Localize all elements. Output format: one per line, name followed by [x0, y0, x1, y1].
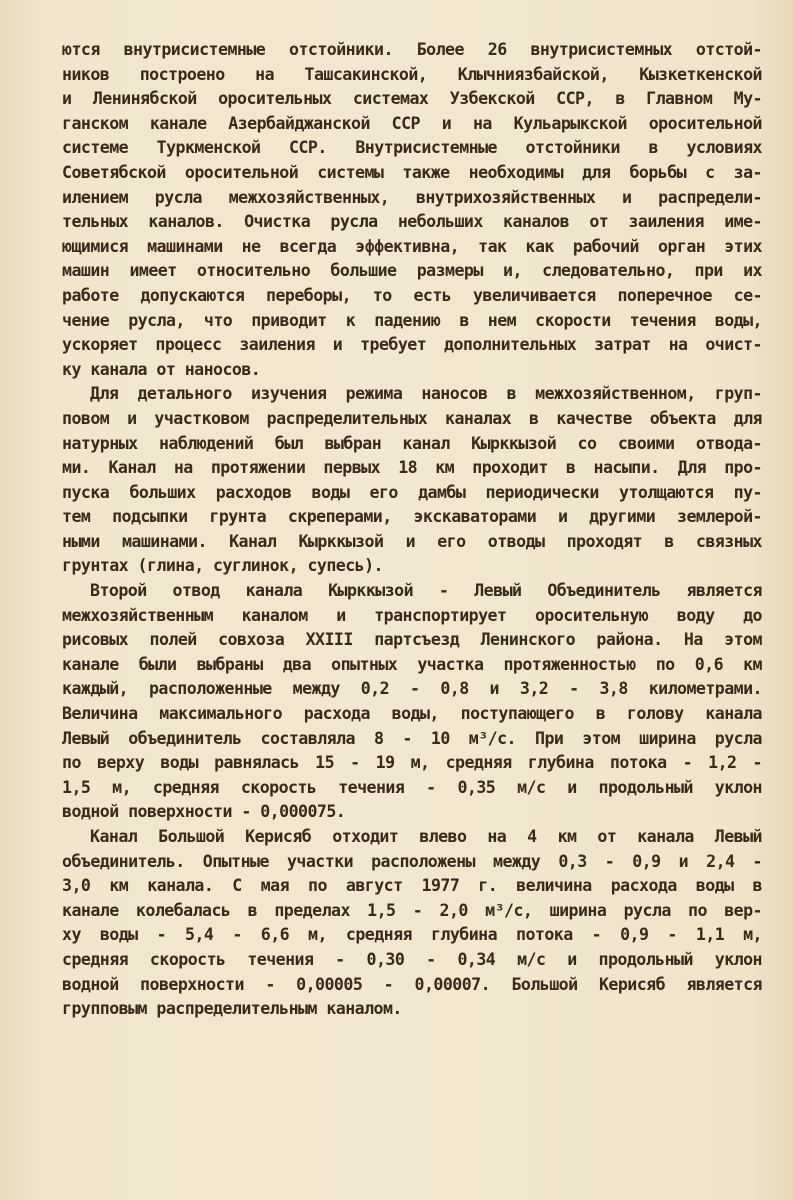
text-line: тельных каналов. Очистка русла небольших каналов от заиления име- — [62, 212, 762, 232]
text-line: каждый, расположенные между 0,2 - 0,8 и 3,2 - 3,8 километрами. — [62, 679, 762, 699]
text-line: грунтах (глина, суглинок, супесь). — [62, 556, 383, 576]
text-line: межхозяйственным каналом и транспортирует оросительную воду до — [62, 605, 762, 625]
text-line: ются внутрисистемные отстойники. Более 26 внутрисистемных отстой- — [62, 40, 762, 59]
text-line: Величина максимального расхода воды, поступающего в голову канала — [62, 704, 762, 724]
text-line: ху воды - 5,4 - 6,6 м, средняя глубина потока - 0,9 - 1,1 м, — [62, 925, 762, 945]
document-text-body — [62, 38, 762, 1022]
text-line: 1,5 м, средняя скорость течения - 0,35 м/с и продольный уклон — [62, 777, 762, 797]
text-line: ку канала от наносов. — [62, 359, 261, 379]
text-line: ускоряет процесс заиления и требует дополнительных затрат на очист- — [62, 335, 762, 355]
text-line: ми. Канал на протяжении первых 18 км проходит в насыпи. Для про- — [62, 458, 762, 478]
text-line: канале колебалась в пределах 1,5 - 2,0 м³/с, ширина русла по вер- — [62, 900, 762, 920]
text-line: работе допускаются переборы, то есть увеличивается поперечное се- — [62, 285, 762, 305]
text-line: тем подсыпки грунта скреперами, экскаваторами и другими землерой- — [62, 507, 762, 527]
text-line: системе Туркменской ССР. Внутрисистемные отстойники в условиях — [62, 138, 762, 158]
text-line: 3,0 км канала. С мая по август 1977 г. величина расхода воды в — [62, 876, 762, 896]
text-line: канале были выбраны два опытных участка протяженностью по 0,6 км — [62, 654, 762, 674]
text-line: и Ленинябской оросительных системах Узбекской ССР, в Главном Му- — [62, 89, 762, 109]
text-line: групповым распределительным каналом. — [62, 999, 402, 1019]
text-line: Канал Большой Керисяб отходит влево на 4 км от канала Левый — [90, 827, 762, 846]
text-line: Второй отвод канала Кырккызой - Левый Объединитель является — [90, 581, 762, 601]
text-line: рисовых полей совхоза XXIII партсъезд Ленинского района. На этом — [62, 630, 762, 650]
text-line: ганском канале Азербайджанской ССР и на Кульарыкской оросительной — [62, 113, 762, 133]
text-line: ющимися машинами не всегда эффективна, так как рабочий орган этих — [62, 236, 762, 256]
text-line: ными машинами. Канал Кырккызой и его отводы проходят в связных — [62, 531, 762, 551]
text-line: илением русла межхозяйственных, внутрихозяйственных и распредели- — [62, 187, 762, 207]
text-line: водной поверхности - 0,00005 - 0,00007. Большой Керисяб является — [62, 974, 762, 994]
text-line: объединитель. Опытные участки расположены между 0,3 - 0,9 и 2,4 - — [62, 851, 762, 871]
text-line: натурных наблюдений был выбран канал Кырккызой со своими отвода- — [62, 433, 762, 453]
text-line: водной поверхности - 0,000075. — [62, 802, 346, 822]
text-line: машин имеет относительно большие размеры и, следовательно, при их — [62, 261, 762, 281]
text-line: средняя скорость течения - 0,30 - 0,34 м/с и продольный уклон — [62, 949, 762, 969]
text-line: Для детального изучения режима наносов в межхозяйственном, груп- — [90, 384, 762, 404]
text-line: повом и участковом распределительных каналах в качестве объекта для — [62, 408, 762, 428]
text-line: пуска больших расходов воды его дамбы периодически утолщаются пу- — [62, 482, 762, 502]
text-line: по верху воды равнялась 15 - 19 м, средняя глубина потока - 1,2 - — [62, 753, 762, 773]
text-line: чение русла, что приводит к падению в нем скорости течения воды, — [62, 310, 762, 330]
text-line: ников построено на Ташсакинской, Клычниязбайской, Кызкеткенской — [62, 64, 762, 84]
text-line: Советябской оросительной системы также необходимы для борьбы с за- — [62, 162, 762, 182]
text-line: Левый объединитель составляла 8 - 10 м³/с. При этом ширина русла — [62, 728, 762, 748]
